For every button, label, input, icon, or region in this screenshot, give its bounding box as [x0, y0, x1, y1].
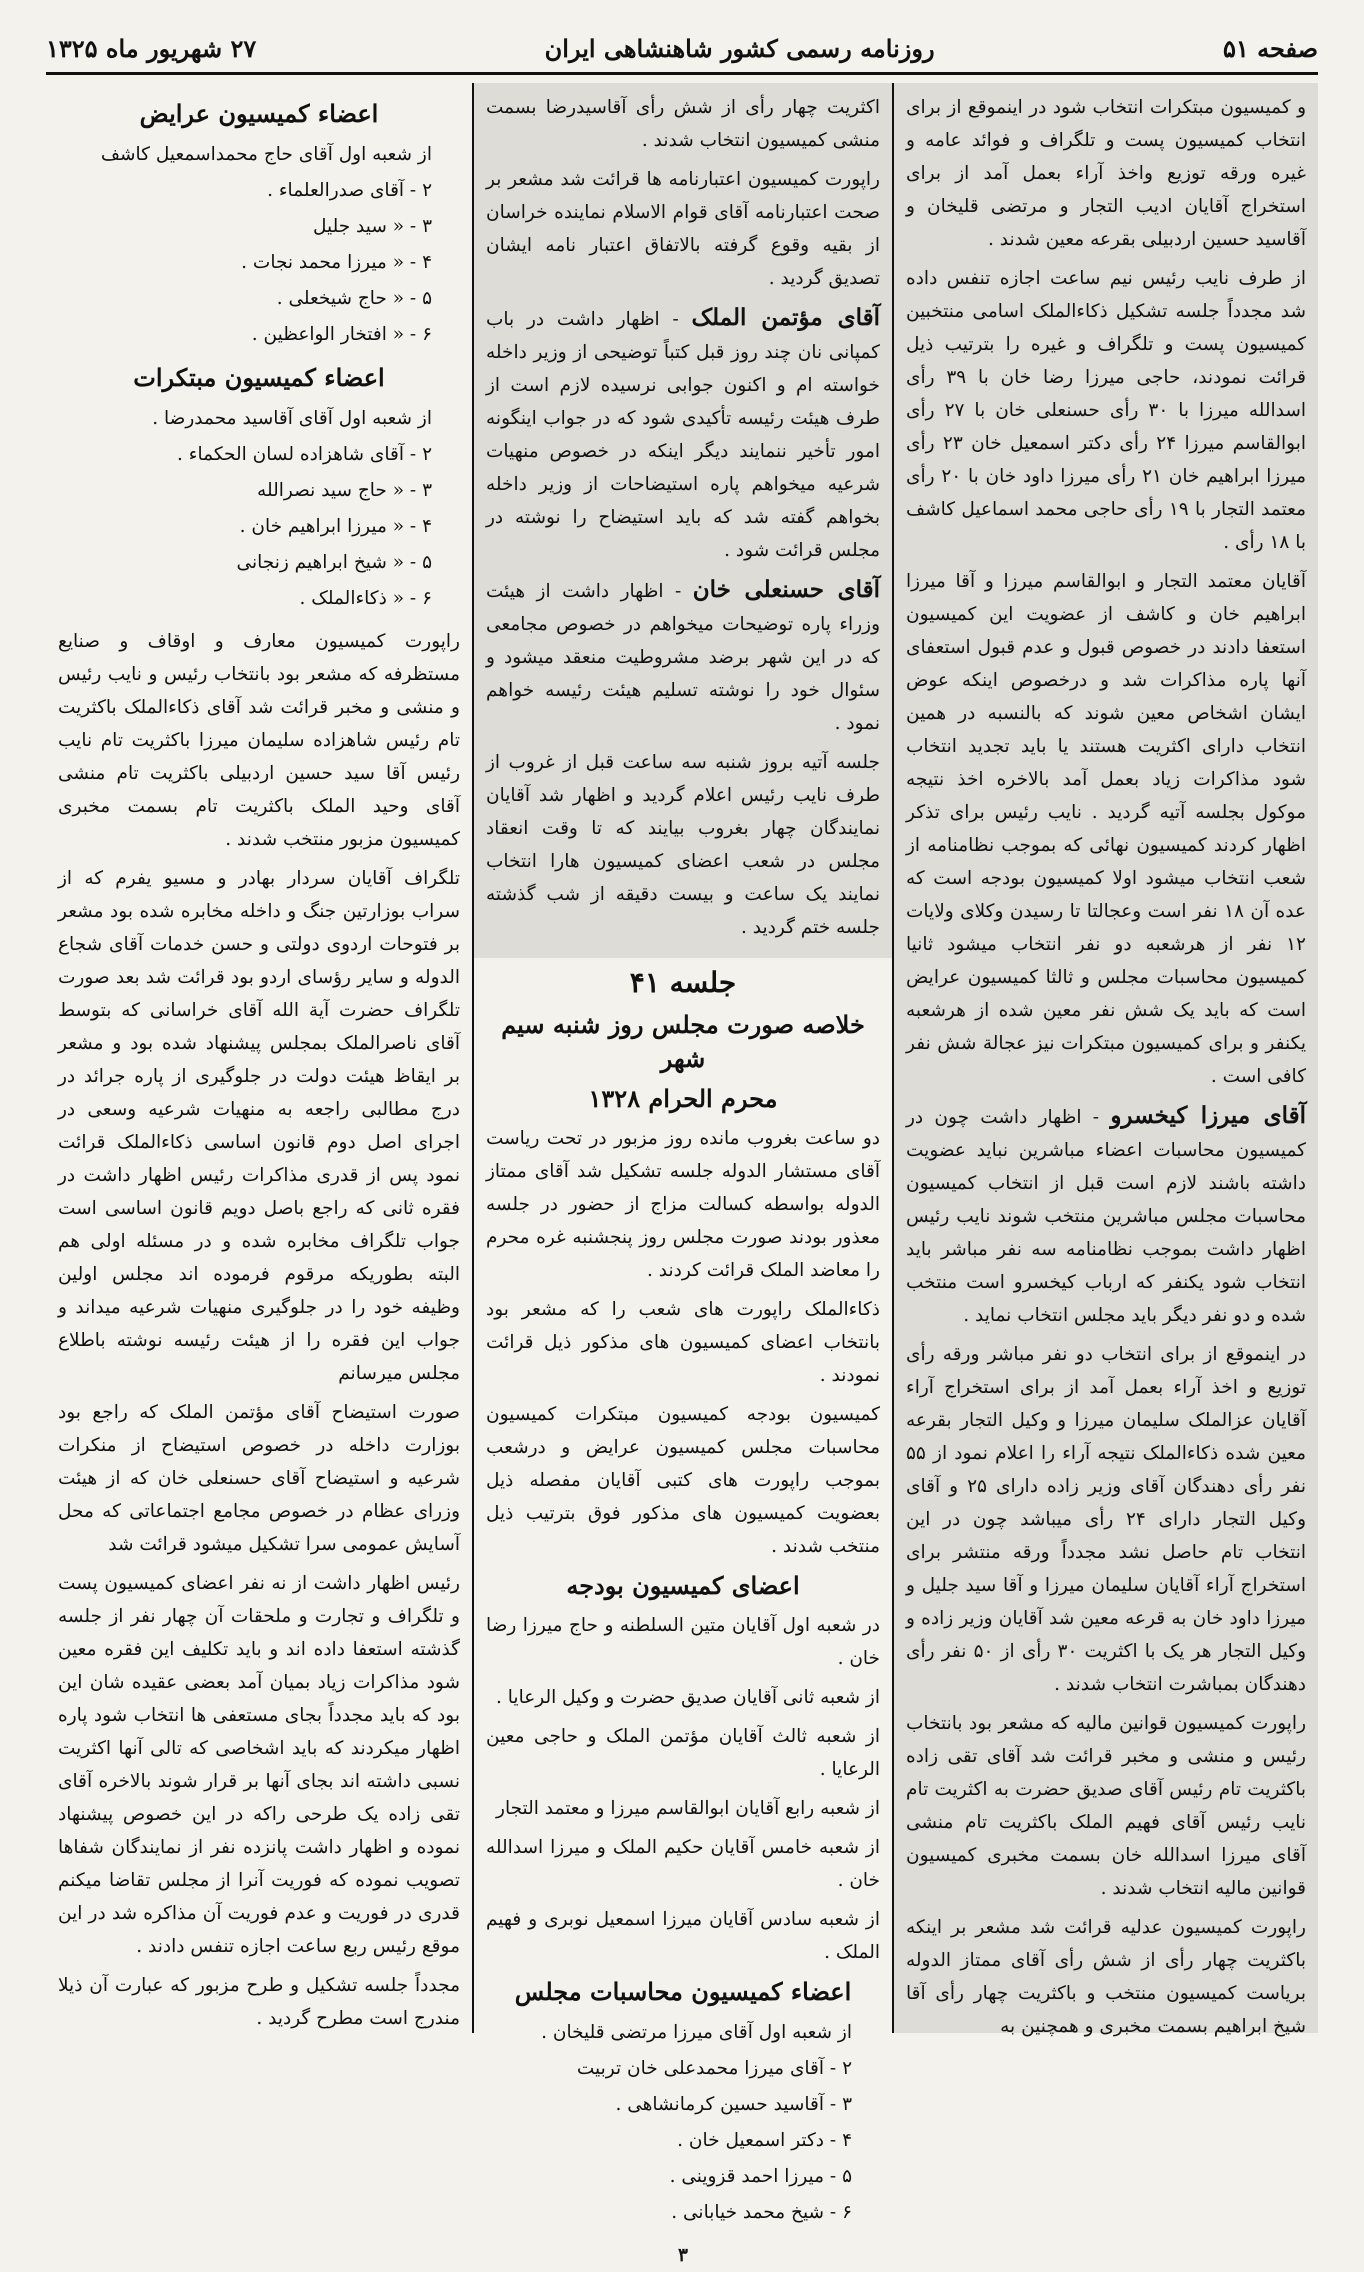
- paragraph: [486, 573, 880, 740]
- session-subtitle: محرم الحرام ۱۳۲۸: [588, 1084, 778, 1113]
- list-item: ۶ - « ذکاءالملک .: [299, 588, 432, 609]
- paragraph: از شعبه رابع آقایان ابوالقاسم میرزا و معتمد التجار: [496, 1798, 880, 1819]
- list-item: ۴ - « میرزا ابراهیم خان .: [239, 516, 432, 537]
- paragraph: از شعبه ثالث آقایان مؤتمن الملک و حاجی معین الرعایا .: [486, 1726, 880, 1780]
- list-item: ۳ - « سید جلیل: [313, 216, 432, 237]
- petitions-members-list: [58, 137, 460, 353]
- columns: [46, 83, 1318, 2266]
- list-item: ۵ - « حاج شیخعلی .: [276, 288, 432, 309]
- paragraph: راپورت کمیسیون قوانین مالیه که مشعر بود بانتخاب رئیس و منشی و مخبر قرائت شد آقای تقی زاده باکثریت تام رئیس آقای صدیق حضرت به اکثریت تام نایب رئیس آقای فهیم الملک باکثریت تام منشی آقای میرزا اسدالله خان بسمت مخبری کمیسیون قوانین مالیه انتخاب شدند .: [906, 1713, 1306, 1899]
- list-item: از شعبه اول آقای آقاسید محمدرضا .: [152, 408, 432, 429]
- paragraph: راپورت کمیسیون معارف و اوقاف و صنایع مستظرفه که مشعر بود بانتخاب رئیس و نایب رئیس و منشی و مخبر قرائت شد آقای ذکاءالملک باکثریت تام رئیس شاهزاده سلیمان میرزا باکثریت تام نایب رئیس آقا سید حسین اردبیلی باکثریت تام منشی آقای وحید الملک باکثریت تام بسمت مخبری کمیسیون مزبور منتخب شدند .: [58, 631, 460, 850]
- middle-column: [472, 83, 892, 2266]
- speaker-text: - اظهار داشت در باب کمپانی نان چند روز قبل کتباً توضیحی از وزیر داخله خواسته ام و اکنون جوابی نرسیده لازم است از طرف هیئت رئیسه تأکیدی شود که در جواب اینگونه امور تأخیر ننمایند دیگر اینکه در خصوص منهیات شرعیه میخواهم پاره استیضاحات از وزیر داخله بخواهم گفته شد که باید استیضاح را نوشته در مجلس قرائت شود .: [486, 309, 880, 561]
- paragraph: رئیس اظهار داشت از نه نفر اعضای کمیسیون پست و تلگراف و تجارت و ملحقات آن چهار نفر از جلسه گذشته استعفا داده اند و باید تکلیف این فقره معین شود مذاکرات زیاد بمیان آمد بعضی عقیده شان این بود که باید مجدداً بجای مستعفی ها انتخاب شود پاره اظهار میکردند که باید اشخاصی که تالی آنها اکثریت نسبی داشته اند بجای آنها بر قرار شوند بالاخره آقای تقی زاده یک طرحی راکه در این خصوص پیشنهاد نموده و اظهار داشت پانزده نفر از نمایندگان شفاها تصویب نموده که فوریت آنرا از مجلس تقاضا میکنم قدری در فوریت و عدم فوریت آن مذاکره شد در این موقع رئیس ربع ساعت اجازه تنفس دادند .: [58, 1573, 460, 1957]
- paragraph: اکثریت چهار رأی از شش رأی آقاسیدرضا بسمت منشی کمیسیون انتخاب شدند .: [486, 97, 880, 151]
- speaker-name: آقای مؤتمن الملک: [691, 304, 880, 331]
- paragraph: کمیسیون بودجه کمیسیون مبتکرات کمیسیون محاسبات مجلس کمیسیون عرایض و درشعب بموجب راپورت های کتبی آقایان مفصله ذیل بعضویت کمیسیون های مذکور فوق بترتیب ذیل منتخب شدند .: [486, 1404, 880, 1557]
- accounts-commission-title: اعضاء کمیسیون محاسبات مجلس: [514, 1977, 852, 2006]
- paragraph: راپورت کمیسیون عدلیه قرائت شد مشعر بر اینکه باکثریت چهار رأی از شش رأی آقای ممتاز الدوله بریاست کمیسیون منتخب و باکثریت چهار رأی آقا شیخ ابراهیم بسمت مخبری و همچنین به: [906, 1917, 1306, 2037]
- paragraph: از شعبه خامس آقایان حکیم الملک و میرزا اسدالله خان .: [486, 1837, 880, 1891]
- list-item: ۶ - شیخ محمد خیابانی .: [671, 2202, 852, 2223]
- list-item: از شعبه اول آقای میرزا مرتضی قلیخان .: [541, 2022, 852, 2043]
- page-number: ۳: [678, 2245, 688, 2266]
- initiatives-commission-title: اعضاء کمیسیون مبتکرات: [133, 363, 385, 392]
- list-item: ۲ - آقای صدرالعلماء .: [267, 180, 432, 201]
- paragraph: [486, 301, 880, 567]
- petitions-commission-title: اعضاء کمیسیون عرایض: [139, 99, 379, 128]
- list-item: ۲ - آقای میرزا محمدعلی خان تربیت: [576, 2058, 852, 2079]
- list-item: ۵ - « شیخ ابراهیم زنجانی: [236, 552, 432, 573]
- list-item: ۵ - میرزا احمد قزوینی .: [669, 2166, 852, 2187]
- speaker-text: - اظهار داشت چون در کمیسیون محاسبات اعضاء مباشرین نباید عضویت داشته باشند لازم است قبل از انتخاب کمیسیون محاسبات مجلس مباشرین منتخب شوند نایب رئیس اظهار داشت بموجب نظامنامه سه نفر مباشر باید انتخاب شود یکنفر که ارباب کیخسرو است منتخب شده و دو نفر دیگر باید مجلس انتخاب نماید .: [906, 1107, 1306, 1326]
- list-item: ۴ - دکتر اسمعیل خان .: [677, 2130, 852, 2151]
- right-column: [892, 83, 1318, 2037]
- paragraph: از شعبه سادس آقایان میرزا اسمعیل نوبری و فهیم الملک .: [486, 1909, 880, 1963]
- paragraph: مجدداً جلسه تشکیل و طرح مزبور که عبارت آن ذیلا مندرج است مطرح گردید .: [58, 1975, 460, 2029]
- speaker-text: - اظهار داشت از هیئت وزراء پاره توضیحات میخواهم در خصوص مجامعی که در این شهر برضد مشروطیت منعقد میشود و سئوال خود را نوشته تسلیم هیئت رئیسه خواهم نمود .: [486, 581, 880, 734]
- paragraph: تلگراف آقایان سردار بهادر و مسیو یفرم که از سراب بوزارتین جنگ و داخله مخابره شده بود مشعر بر فتوحات اردوی دولتی و حسن خدمات آقای شجاع الدوله و سایر رؤسای اردو بود قرائت شد بعد صورت تلگراف حضرت آیة الله آقای خراسانی که بتوسط آقای ناصرالملک بمجلس پیشنهاد شده بود و مشعر بر ایقاظ هیئت دولت در جلوگیری از پاره جرائد در درج مطالبی راجعه به منهیات شرعیه وسعی در اجرای اصل دوم قانون اساسی ذکاءالملک قرائت نمود پس از قدری مذاکرات رئیس اظهار داشت در فقره ثانی که راجع باصل دویم قانون اساسی است جواب تلگراف مخابره شده و در مسئله اولی هم البته بطوریکه مرقوم فرموده اند مجلس اولین وظیفه خود را در جلوگیری منهیات شرعیه میداند و جواب این فقره را از هیئت رئیسه نوشته باطلاع مجلس میرسانم: [58, 868, 460, 1384]
- list-item: ۲ - آقای شاهزاده لسان الحکماء .: [177, 444, 432, 465]
- paragraph: دو ساعت بغروب مانده روز مزبور در تحت ریاست آقای مستشار الدوله جلسه تشکیل شد آقای ممتاز الدوله بواسطه کسالت مزاج از حضور در جلسه معذور بودند صورت مجلس روز پنجشنبه غره محرم را معاضد الملک قرائت کردند .: [486, 1128, 880, 1281]
- list-item: ۴ - « میرزا محمد نجات .: [241, 252, 432, 273]
- list-item: از شعبه اول آقای حاج محمداسمعیل کاشف: [100, 144, 432, 165]
- paragraph: [906, 1099, 1306, 1332]
- paragraph: آقایان معتمد التجار و ابوالقاسم میرزا و آقا میرزا ابراهیم خان و کاشف از عضویت این کمیسیون استعفا دادند در خصوص قبول و عدم قبول استعفای آنها پاره مذاکرات شد و درخصوص اینکه عوض ایشان اشخاص معین شوند که بالنسبه در همین انتخاب دارای اکثریت هستند یا باید تجدید انتخاب شود مذاکرات زیاد بعمل آمد بالاخره اخذ نتیجه موکول بجلسه آتیه گردید . نایب رئیس برای تذکر اظهار کردند کمیسیون نهائی که بموجب نظامنامه از شعب انتخاب میشود اولا کمیسیون بودجه است که عده آن ۱۸ نفر است وعجالتا تا رسیدن وکلای ولایات ۱۲ نفر از هرشعبه دو نفر انتخاب میشود ثانیا کمیسیون محاسبات مجلس و ثالثا کمیسیون عرایض است که باید یک شش نفر معین شده از هرشعبه یکنفر و برای کمیسیون مبتکرات نیز عجالة شش نفر کافی است .: [906, 571, 1307, 1087]
- paragraph: در اینموقع از برای انتخاب دو نفر مباشر ورقه رأی توزیع و اخذ آراء بعمل آمد از برای استخراج آراء آقایان عزالملک سلیمان میرزا و وکیل التجار بقرعه معین شده ذکاءالملک نتیجه آراء را اعلام نمود از ۵۵ نفر رأی دهندگان آقای وزیر زاده دارای ۲۵ و آقای وکیل التجار دارای ۲۴ رأی میباشد چون در این انتخاب تام حاصل نشد مجدداً ورقه منتشر برای استخراج آراء آقایان سلیمان میرزا و آقا سید جلیل و میرزا داود خان به قرعه معین شد آقایان وزیر زاده و وکیل التجار هر یک با اکثریت ۳۰ رأی از ۵۰ نفر رأی دهندگان بمباشرت انتخاب شدند .: [906, 1344, 1307, 1695]
- masthead-rule: [46, 72, 1318, 75]
- masthead: [46, 28, 1318, 68]
- page-label: صفحه ۵۱: [1222, 33, 1318, 63]
- list-item: ۳ - « حاج سید نصرالله: [257, 480, 432, 501]
- list-item: ۶ - « افتخار الواعظین .: [251, 324, 432, 345]
- list-item: ۳ - آقاسید حسین کرمانشاهی .: [615, 2094, 852, 2115]
- paragraph: از شعبه ثانی آقایان صدیق حضرت و وکیل الرعایا .: [496, 1687, 880, 1708]
- paragraph: صورت استیضاح آقای مؤتمن الملک که راجع بود بوزارت داخله در خصوص استیضاح از منکرات شرعیه و استیضاح آقای حسنعلی خان که از هیئت وزرای عظام در خصوص مجامع اجتماعاتی که محل آسایش عمومی سرا تشکیل میشود قرائت شد: [58, 1402, 460, 1555]
- budget-commission-title: اعضای کمیسیون بودجه: [566, 1571, 800, 1600]
- paragraph: و کمیسیون مبتکرات انتخاب شود در اینموقع از برای انتخاب کمیسیون پست و تلگراف و فوائد عامه و غیره ورقه توزیع واخذ آراء بعمل آمد از برای استخراج آقایان ادیب التجار و مرتضی قلیخان و آقاسید حسین اردبیلی بقرعه معین شدند .: [906, 97, 1306, 250]
- paragraph: ذکاءالملک راپورت های شعب را که مشعر بود بانتخاب اعضای کمیسیون های مذکور ذیل قرائت نمودند .: [486, 1299, 880, 1386]
- speaker-name: آقای حسنعلی خان: [692, 576, 880, 603]
- session-subtitle: خلاصه صورت مجلس روز شنبه سیم شهر: [501, 1010, 865, 1073]
- issue-date: ۲۷ شهریور ماه ۱۳۲۵: [46, 33, 257, 63]
- accounts-members-list: [486, 2015, 880, 2231]
- session-title: جلسه ۴۱: [629, 966, 737, 999]
- shaded-block: [474, 83, 892, 958]
- paragraph: جلسه آتیه بروز شنبه سه ساعت قبل از غروب از طرف نایب رئیس اعلام گردید و اظهار شد آقایان نمایندگان چهار بغروب بیایند که تا وقت انعقاد مجلس در شعب اعضای کمیسیون هارا انتخاب نمایند یک ساعت و بیست دقیقه از شب گذشته جلسه ختم گردید .: [486, 752, 880, 938]
- paragraph: از طرف نایب رئیس نیم ساعت اجازه تنفس داده شد مجدداً جلسه تشکیل ذکاءالملک اسامی منتخبین کمیسیون پست و تلگراف و غیره را بترتیب ذیل قرائت نمودند، حاجی میرزا رضا خان با ۳۹ رأی اسدالله میرزا با ۳۰ رأی حسنعلی خان با ۲۷ رأی ابوالقاسم میرزا ۲۴ رأی دکتر اسمعیل خان ۲۳ رأی میرزا ابراهیم خان ۲۱ رأی میرزا داود خان با ۲۰ رأی معتمد التجار با ۱۹ رأی حاجی محمد اسماعیل کاشف با ۱۸ رأی .: [906, 268, 1307, 553]
- speaker-name: آقای میرزا کیخسرو: [1110, 1102, 1306, 1129]
- paragraph: راپورت کمیسیون اعتبارنامه ها قرائت شد مشعر بر صحت اعتبارنامه آقای قوام الاسلام نماینده خراسان از بقیه وقوع گرفته بالاتفاق اعتبار نامه ایشان تصدیق گردید .: [486, 169, 880, 289]
- initiatives-members-list: [58, 401, 460, 617]
- left-column: [46, 83, 472, 2033]
- newspaper-title: روزنامه رسمی کشور شاهنشاهی ایران: [544, 33, 935, 63]
- paragraph: در شعبه اول آقایان متین السلطنه و حاج میرزا رضا خان .: [486, 1615, 880, 1669]
